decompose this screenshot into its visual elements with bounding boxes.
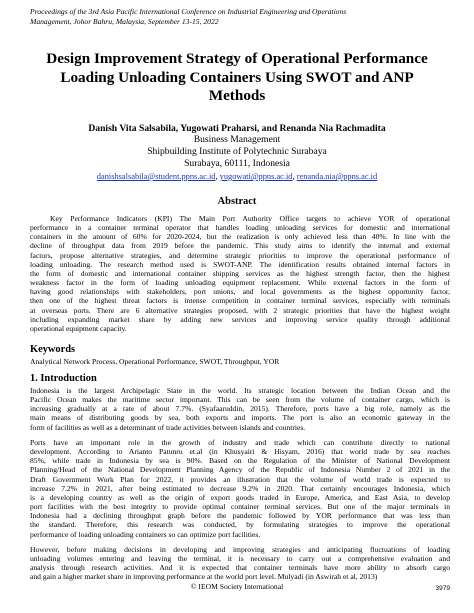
page-number: 3979	[435, 585, 450, 592]
text-line: Pacific Ocean makes the maritime sector important. This can be seen from the volume of container cargo, which is	[30, 395, 450, 405]
text-line: having good relationships with stakeholders, port unions, and local governments as the highest opportunity factor,	[30, 287, 450, 297]
text-line: performance in a container terminal operator that handles loading unloading services for domestic and international	[30, 223, 450, 233]
title-line: Methods	[208, 87, 266, 104]
text-line: factors, propose alternative strategies, and determine strategic priorities to improve the operational performance of	[30, 250, 450, 260]
city-text: Surabaya, 60111, Indonesia	[184, 158, 290, 169]
email-link[interactable]: renanda.nia@ppns.ac.id	[296, 172, 378, 181]
section-heading: 1. Introduction	[30, 373, 97, 384]
author-institution: Shipbuilding Institute of Polytechnic Surabaya	[147, 146, 327, 157]
text-line: weakness factor in the form of loading unloading equipment replacement. While external factors in the form of	[30, 278, 450, 288]
author-names: Danish Vita Salsabila, Yugowati Praharsi, and Renanda Nia Rachmadita	[88, 123, 386, 134]
author-city	[34, 158, 440, 170]
text-line: form of facilities as well as a determinant of trade activities between islands and countries.	[30, 422, 306, 432]
text-line: operational equipment capacity.	[30, 323, 127, 333]
text-line: containers in the amount of 60% for 2020-2024, but the realization is only achieved less than 40%. In line with the	[30, 232, 450, 242]
text-line: However, before making decisions in developing and improving strategies and anticipating fluctuations of loading	[30, 545, 450, 554]
text-line: port facilities with the best integrity to provide optimal container terminal services. But one of the major terminals in	[30, 502, 450, 512]
text-line: unloading volumes entering and leaving the terminal, it is necessary to carry out a comprehensive evaluation and	[30, 554, 450, 564]
text-line: and gain a higher market share in improving performance at the world port level. Mulyadi (in Aswirah et al, 2013)	[30, 572, 378, 582]
footer-copyright: © IEOM Society International	[190, 582, 284, 591]
email-link[interactable]: danishsalsabila@student.ppns.ac.id	[96, 172, 216, 181]
text-line: decline of throughput data from 2019 before the pandemic. This study aims to identify the internal and external	[30, 241, 450, 251]
text-line: is a developing country as well as the origin of export goods traded in Europe, America, and East Asia, to develop	[30, 492, 450, 502]
text-line: performance of loading unloading containers so can optimize port facilities.	[30, 529, 261, 539]
author-emails: danishsalsabila@student.ppns.ac.id, yugowati@ppns.ac.id, renanda.nia@ppns.ac.id	[96, 172, 378, 181]
text-line: development. According to Arianto Patunru et.al (in Khusyairi & Hisyam, 2016) that world trade by sea reaches	[30, 447, 450, 457]
text-line: the form of domestic and international container shipping services as the highest strength factor, then the highest	[30, 268, 450, 278]
conference-header	[30, 7, 450, 26]
text-line: including expanding market share by adding new services and improving service quality through additional	[30, 314, 450, 324]
text-line: Indonesia had a declining throughput graph before the pandemic followed by YOR performance that was less than	[30, 511, 450, 521]
abstract-heading: Abstract	[217, 196, 257, 207]
text-line: Planning/Head of the National Development Planning Agency of the Republic of Indonesia Number 2 of 2021 in the	[30, 465, 450, 475]
header-line: Proceedings of the 3rd Asia Pacific International Conference on Industrial Engineering and Operations	[30, 7, 347, 16]
text-line: increasing gradually at a rate of about 7.7%. (Syafaaruddin, 2015). Therefore, ports have a big role, namely as the	[30, 404, 450, 414]
intro-paragraph	[30, 386, 450, 432]
text-line: increase 7.2% in 2021, after being estimated to decrease 9.2% in 2020. That certainly encourages Indonesia, which	[30, 483, 450, 493]
text-line: then one of the highest threat factors is intense competition in container terminal services, especially with terminals	[30, 296, 450, 306]
text-line: main means of distributing goods by sea, both exports and imports. The port is also an economic gateway in the	[30, 413, 450, 423]
intro-paragraph	[30, 438, 450, 539]
keywords-text: Analytical Network Process, Operational Performance, SWOT, Throughput, YOR	[30, 357, 280, 366]
text-line: Ports have an important role in the growth of industry and trade which can contribute directly to national	[30, 438, 450, 447]
author-department: Business Management	[193, 134, 281, 145]
header-line: Management, Johor Bahru, Malaysia, September 13-15, 2022	[30, 16, 219, 26]
text-line: loading unloading. The research method used is SWOT-ANP. The identification results obtained internal factors in	[30, 259, 450, 269]
text-line: at overseas ports. There are 6 alternative strategies proposed, with 2 strategic priorities that have the highest weight	[30, 305, 450, 315]
intro-paragraph	[30, 545, 450, 582]
email-link[interactable]: yugowati@ppns.ac.id	[219, 172, 293, 181]
text-line: Indonesia is the largest Archipelagic State in the world. Its strategic location between the Indian Ocean and the	[30, 386, 450, 395]
text-line: the standard. Therefore, this research was conducted, by formulating strategies to improve the operational	[30, 520, 450, 530]
text-line: Key Performance Indicators (KPI) The Main Port Authority Office targets to achieve YOR of operational	[50, 214, 450, 223]
abstract-text	[30, 214, 450, 333]
text-line: 85%, while trade in Indonesia by sea is 90%. Based on the Regulation of the Minister of National Development	[30, 456, 450, 466]
paper-title	[34, 50, 440, 106]
text-line: analysis through research activities. And it is expected that container terminals have more ability to absorb cargo	[30, 563, 450, 573]
title-line: Loading Unloading Containers Using SWOT and ANP	[60, 68, 414, 86]
title-line: Design Improvement Strategy of Operational Performance	[46, 50, 428, 67]
text-line: Draft Government Work Plan for 2022, it provides an illustration that the volume of world trade is expected to	[30, 474, 450, 484]
keywords-heading: Keywords	[30, 344, 76, 355]
